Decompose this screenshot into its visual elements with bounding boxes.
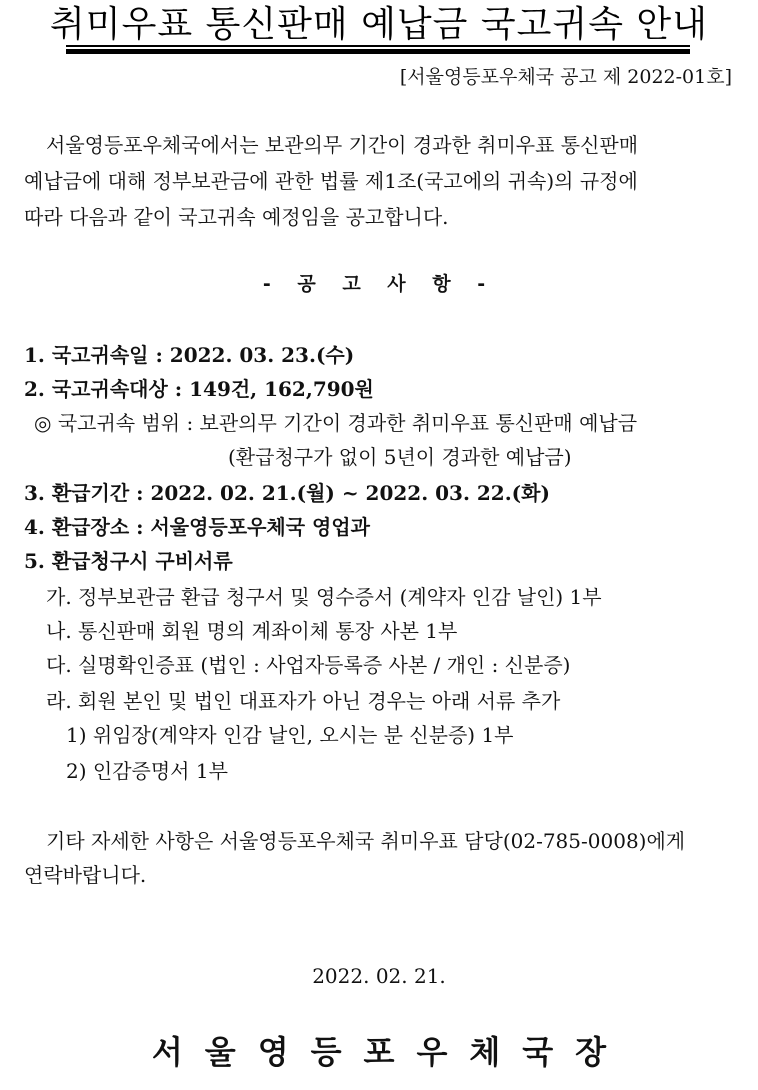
item-number: 2. — [24, 377, 45, 401]
doc-text: 통신판매 회원 명의 계좌이체 통장 사본 1부 — [78, 619, 458, 643]
doc-marker: 1) — [66, 723, 87, 747]
item-separator: : — [136, 481, 144, 505]
item-number: 5. — [24, 549, 45, 573]
item-4 — [24, 512, 370, 542]
document-title: 취미우표 통신판매 예납금 국고귀속 안내 — [50, 4, 708, 45]
underline-thin — [66, 45, 690, 47]
intro-line-1: 서울영등포우체국에서는 보관의무 기간이 경과한 취미우표 통신판매 — [46, 133, 639, 157]
item-separator: : — [174, 377, 183, 401]
required-doc-na — [46, 616, 457, 646]
doc-text: 정부보관금 환급 청구서 및 영수증서 (계약자 인감 날인) 1부 — [78, 585, 602, 609]
scope-note-line-2: (환급청구가 없이 5년이 경과한 예납금) — [228, 445, 572, 469]
item-separator: : — [155, 343, 163, 367]
doc-text: 실명확인증표 (법인 : 사업자등록증 사본 / 개인 : 신분증) — [78, 653, 571, 677]
item-label: 환급청구시 구비서류 — [51, 549, 233, 573]
item-label: 환급기간 — [51, 481, 130, 505]
item-label: 국고귀속일 — [51, 343, 149, 367]
doc-marker: 가. — [46, 585, 72, 609]
doc-marker: 다. — [46, 653, 72, 677]
issuer-signature: 서울영등포우체국장 — [151, 1033, 629, 1071]
scope-note-text: 국고귀속 범위 : 보관의무 기간이 경과한 취미우표 통신판매 예납금 — [57, 411, 638, 435]
title-double-underline — [66, 45, 690, 55]
item-1 — [24, 340, 354, 370]
item-number: 4. — [24, 515, 45, 539]
closing-line-1: 기타 자세한 사항은 서울영등포우체국 취미우표 담당(02-785-0008)에게 — [46, 829, 686, 853]
item-number: 1. — [24, 343, 45, 367]
item-number: 3. — [24, 481, 45, 505]
doc-text: 회원 본인 및 법인 대표자가 아닌 경우는 아래 서류 추가 — [78, 689, 561, 713]
item-value: 2022. 02. 21.(월) ~ 2022. 03. 22.(화) — [150, 481, 550, 505]
intro-line-3: 따라 다음과 같이 국고귀속 예정임을 공고합니다. — [24, 205, 449, 229]
underline-thick — [66, 49, 690, 54]
additional-doc-1 — [66, 720, 513, 750]
announcement-date: 2022. 02. 21. — [312, 964, 446, 988]
item-label: 국고귀속대상 — [51, 377, 168, 401]
required-doc-ga — [46, 582, 602, 612]
double-circle-icon: ◎ — [34, 411, 52, 435]
closing-line-2: 연락바랍니다. — [24, 863, 147, 887]
section-heading: - 공 고 사 항 - — [262, 273, 496, 295]
notice-number: [서울영등포우체국 공고 제 2022-01호] — [399, 66, 732, 88]
doc-marker: 나. — [46, 619, 72, 643]
additional-doc-2 — [66, 756, 228, 786]
item-value: 149건, 162,790원 — [189, 377, 374, 401]
item-value: 서울영등포우체국 영업과 — [150, 515, 370, 539]
item-2 — [24, 374, 374, 404]
item-5 — [24, 546, 233, 576]
item-3 — [24, 478, 550, 508]
required-doc-ra — [46, 686, 560, 716]
doc-marker: 라. — [46, 689, 72, 713]
item-separator: : — [136, 515, 144, 539]
required-doc-da — [46, 650, 570, 680]
item-label: 환급장소 — [51, 515, 130, 539]
intro-line-2: 예납금에 대해 정부보관금에 관한 법률 제1조(국고에의 귀속)의 규정에 — [24, 169, 638, 193]
doc-text: 인감증명서 1부 — [92, 759, 228, 783]
doc-marker: 2) — [66, 759, 87, 783]
doc-text: 위임장(계약자 인감 날인, 오시는 분 신분증) 1부 — [92, 723, 514, 747]
title-block — [0, 6, 758, 46]
item-value: 2022. 03. 23.(수) — [169, 343, 355, 367]
scope-note-line-1 — [34, 408, 637, 438]
